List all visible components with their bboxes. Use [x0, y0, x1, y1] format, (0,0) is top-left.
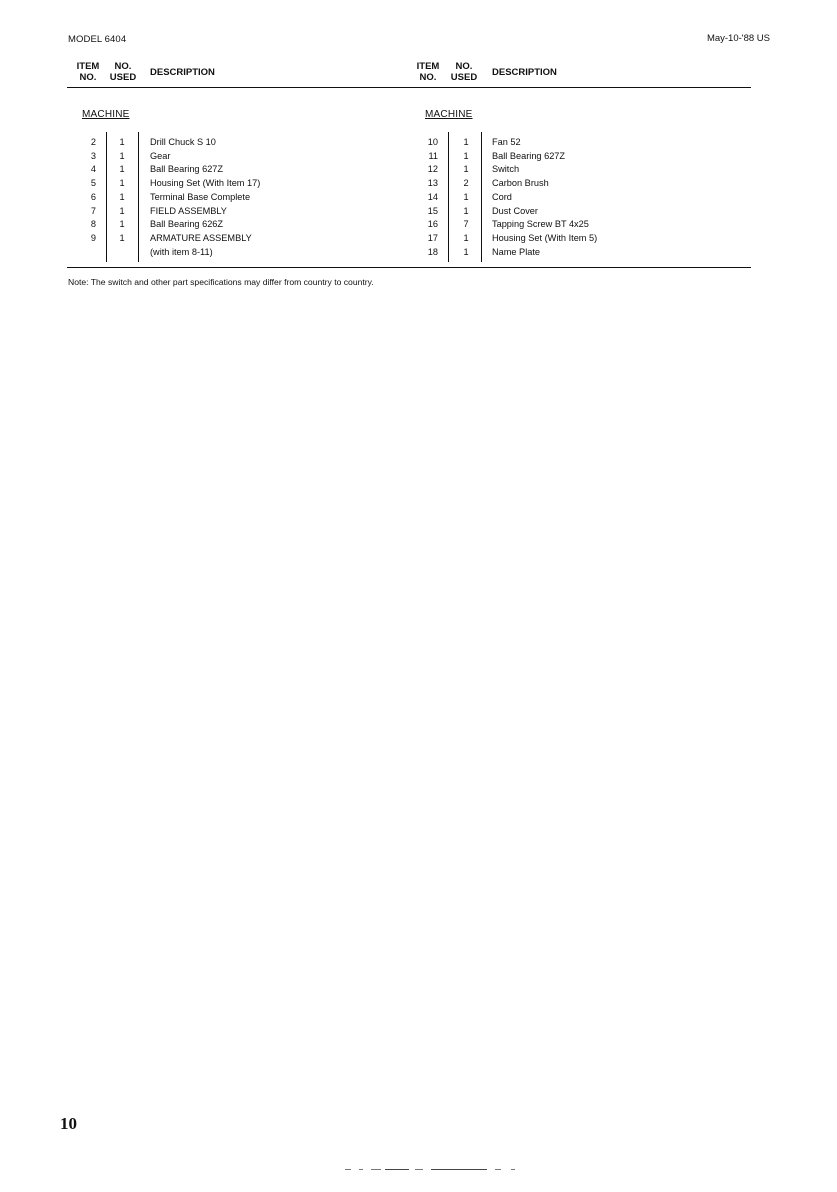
scan-artifact	[345, 1169, 520, 1171]
section-title-machine: MACHINE	[425, 109, 473, 120]
section-title-machine: MACHINE	[82, 109, 130, 120]
footnote: Note: The switch and other part specifications may differ from country to country.	[68, 277, 374, 287]
column-header-no-used: NO. USED	[109, 61, 137, 83]
revision-date: May-10-'88 US	[706, 33, 770, 44]
parts-table-left: 2 1 Drill Chuck S 10 3 1 Gear 4 1 Ball Bearing 627Z 5 1 Housing Set (With Item 17) 6 1 Terminal Base Complete 7 1 FIELD ASSEMBLY 8 1 Ball Bearing 626Z 9 1 ARMATURE ASSEMBLY (with item 8-11)	[66, 132, 396, 262]
column-header-item-no: ITEM NO.	[76, 61, 100, 83]
model-label: MODEL 6404	[68, 34, 127, 45]
column-header-no-used: NO. USED	[450, 61, 478, 83]
column-header-description: DESCRIPTION	[492, 67, 557, 78]
table-bottom-divider	[67, 267, 751, 268]
column-divider	[106, 132, 107, 262]
column-header-description: DESCRIPTION	[150, 67, 215, 78]
column-header-item-no: ITEM NO.	[416, 61, 440, 83]
header-divider	[67, 87, 751, 88]
column-divider	[448, 132, 449, 262]
page-number: 10	[60, 1114, 77, 1133]
column-divider	[481, 132, 482, 262]
column-divider	[138, 132, 139, 262]
parts-table-right: 10 1 Fan 52 11 1 Ball Bearing 627Z 12 1 Switch 13 2 Carbon Brush 14 1 Cord 15 1 Dust Cover 16 7 Tapping Screw BT 4x25 17 1 Housing Set (With Item 5) 18 1 Name Plate	[408, 132, 738, 262]
